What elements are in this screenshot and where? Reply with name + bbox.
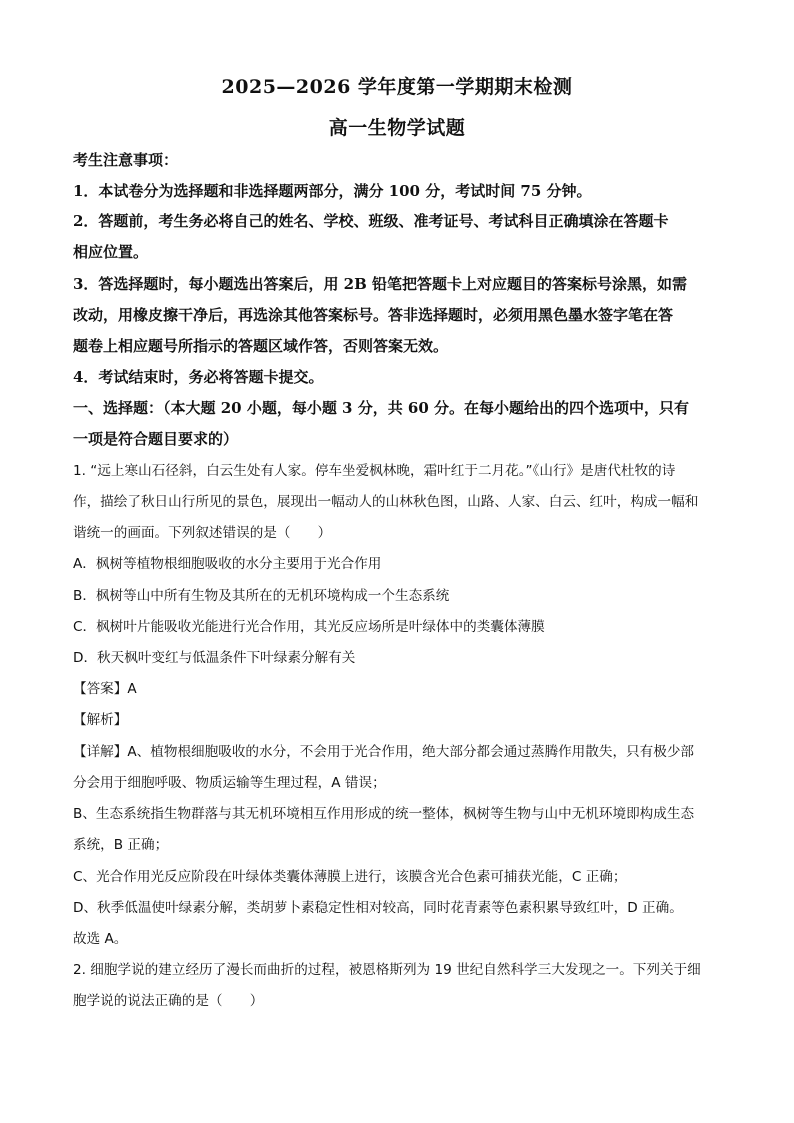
section-heading-line-2: 一项是符合题目要求的） [73, 430, 239, 448]
question-1-option-d: D．秋天枫叶变红与低温条件下叶绿素分解有关 [73, 650, 356, 666]
notice-item-3-line-3: 题卷上相应题号所指示的答题区域作答，否则答案无效。 [73, 337, 449, 355]
question-1-detail-line-4: 系统，B 正确； [73, 837, 169, 853]
question-1-stem-line-3: 谐统一的画面。下列叙述错误的是（ ） [73, 525, 332, 541]
exam-title: 2025—2026 学年度第一学期期末检测 [221, 76, 573, 98]
notice-item-2-line-1: 2．答题前，考生务必将自己的姓名、学校、班级、准考证号、考试科目正确填涂在答题卡 [73, 212, 669, 230]
notice-item-3-line-2: 改动，用橡皮擦干净后，再选涂其他答案标号。答非选择题时，必须用黑色墨水签字笔在答 [73, 306, 674, 324]
question-1-detail-line-5: C、光合作用光反应阶段在叶绿体类囊体薄膜上进行，该膜含光合色素可捕获光能，C 正确； [73, 869, 627, 885]
question-1-answer: 【答案】A [73, 681, 137, 697]
question-1-conclusion: 故选 A。 [73, 931, 128, 947]
question-1-option-a: A．枫树等植物根细胞吸收的水分主要用于光合作用 [73, 556, 382, 572]
notice-item-1: 1．本试卷分为选择题和非选择题两部分，满分 100 分，考试时间 75 分钟。 [73, 182, 592, 200]
question-1-stem-line-1: 1. “远上寒山石径斜，白云生处有人家。停车坐爱枫林晚，霜叶红于二月花。”《山行》是唐代杜牧的诗 [73, 463, 676, 479]
question-1-option-c: C．枫树叶片能吸收光能进行光合作用，其光反应场所是叶绿体中的类囊体薄膜 [73, 619, 545, 635]
section-heading-line-1: 一、选择题：（本大题 20 小题，每小题 3 分，共 60 分。在每小题给出的四个选项中，只有 [73, 399, 690, 417]
question-1-stem-line-2: 作，描绘了秋日山行所见的景色，展现出一幅动人的山林秋色图，山路、人家、白云、红叶，构成一幅和 [73, 494, 699, 510]
question-1-detail-line-2: 分会用于细胞呼吸、物质运输等生理过程，A 错误； [73, 775, 386, 791]
question-1-option-b: B．枫树等山中所有生物及其所在的无机环境构成一个生态系统 [73, 588, 450, 604]
notice-item-3-line-1: 3．答选择题时，每小题选出答案后，用 2B 铅笔把答题卡上对应题目的答案标号涂黑，如需 [73, 275, 688, 293]
question-1-detail-line-6: D、秋季低温使叶绿素分解，类胡萝卜素稳定性相对较高，同时花青素等色素积累导致红叶，D 正确。 [73, 900, 683, 916]
notice-item-2-line-2: 相应位置。 [73, 243, 149, 261]
question-1-analysis-label: 【解析】 [73, 712, 128, 728]
question-1-detail-line-3: B、生态系统指生物群落与其无机环境相互作用形成的统一整体，枫树等生物与山中无机环境即构成生态 [73, 806, 695, 822]
exam-subtitle: 高一生物学试题 [328, 117, 466, 139]
question-2-stem-line-2: 胞学说的说法正确的是（ ） [73, 993, 264, 1009]
question-2-stem-line-1: 2. 细胞学说的建立经历了漫长而曲折的过程，被恩格斯列为 19 世纪自然科学三大发现之一。下列关于细 [73, 962, 701, 978]
notice-item-4: 4．考试结束时，务必将答题卡提交。 [73, 368, 324, 386]
question-1-detail-line-1: 【详解】A、植物根细胞吸收的水分，不会用于光合作用，绝大部分都会通过蒸腾作用散失，只有极少部 [73, 744, 695, 760]
notice-heading: 考生注意事项： [73, 151, 179, 169]
